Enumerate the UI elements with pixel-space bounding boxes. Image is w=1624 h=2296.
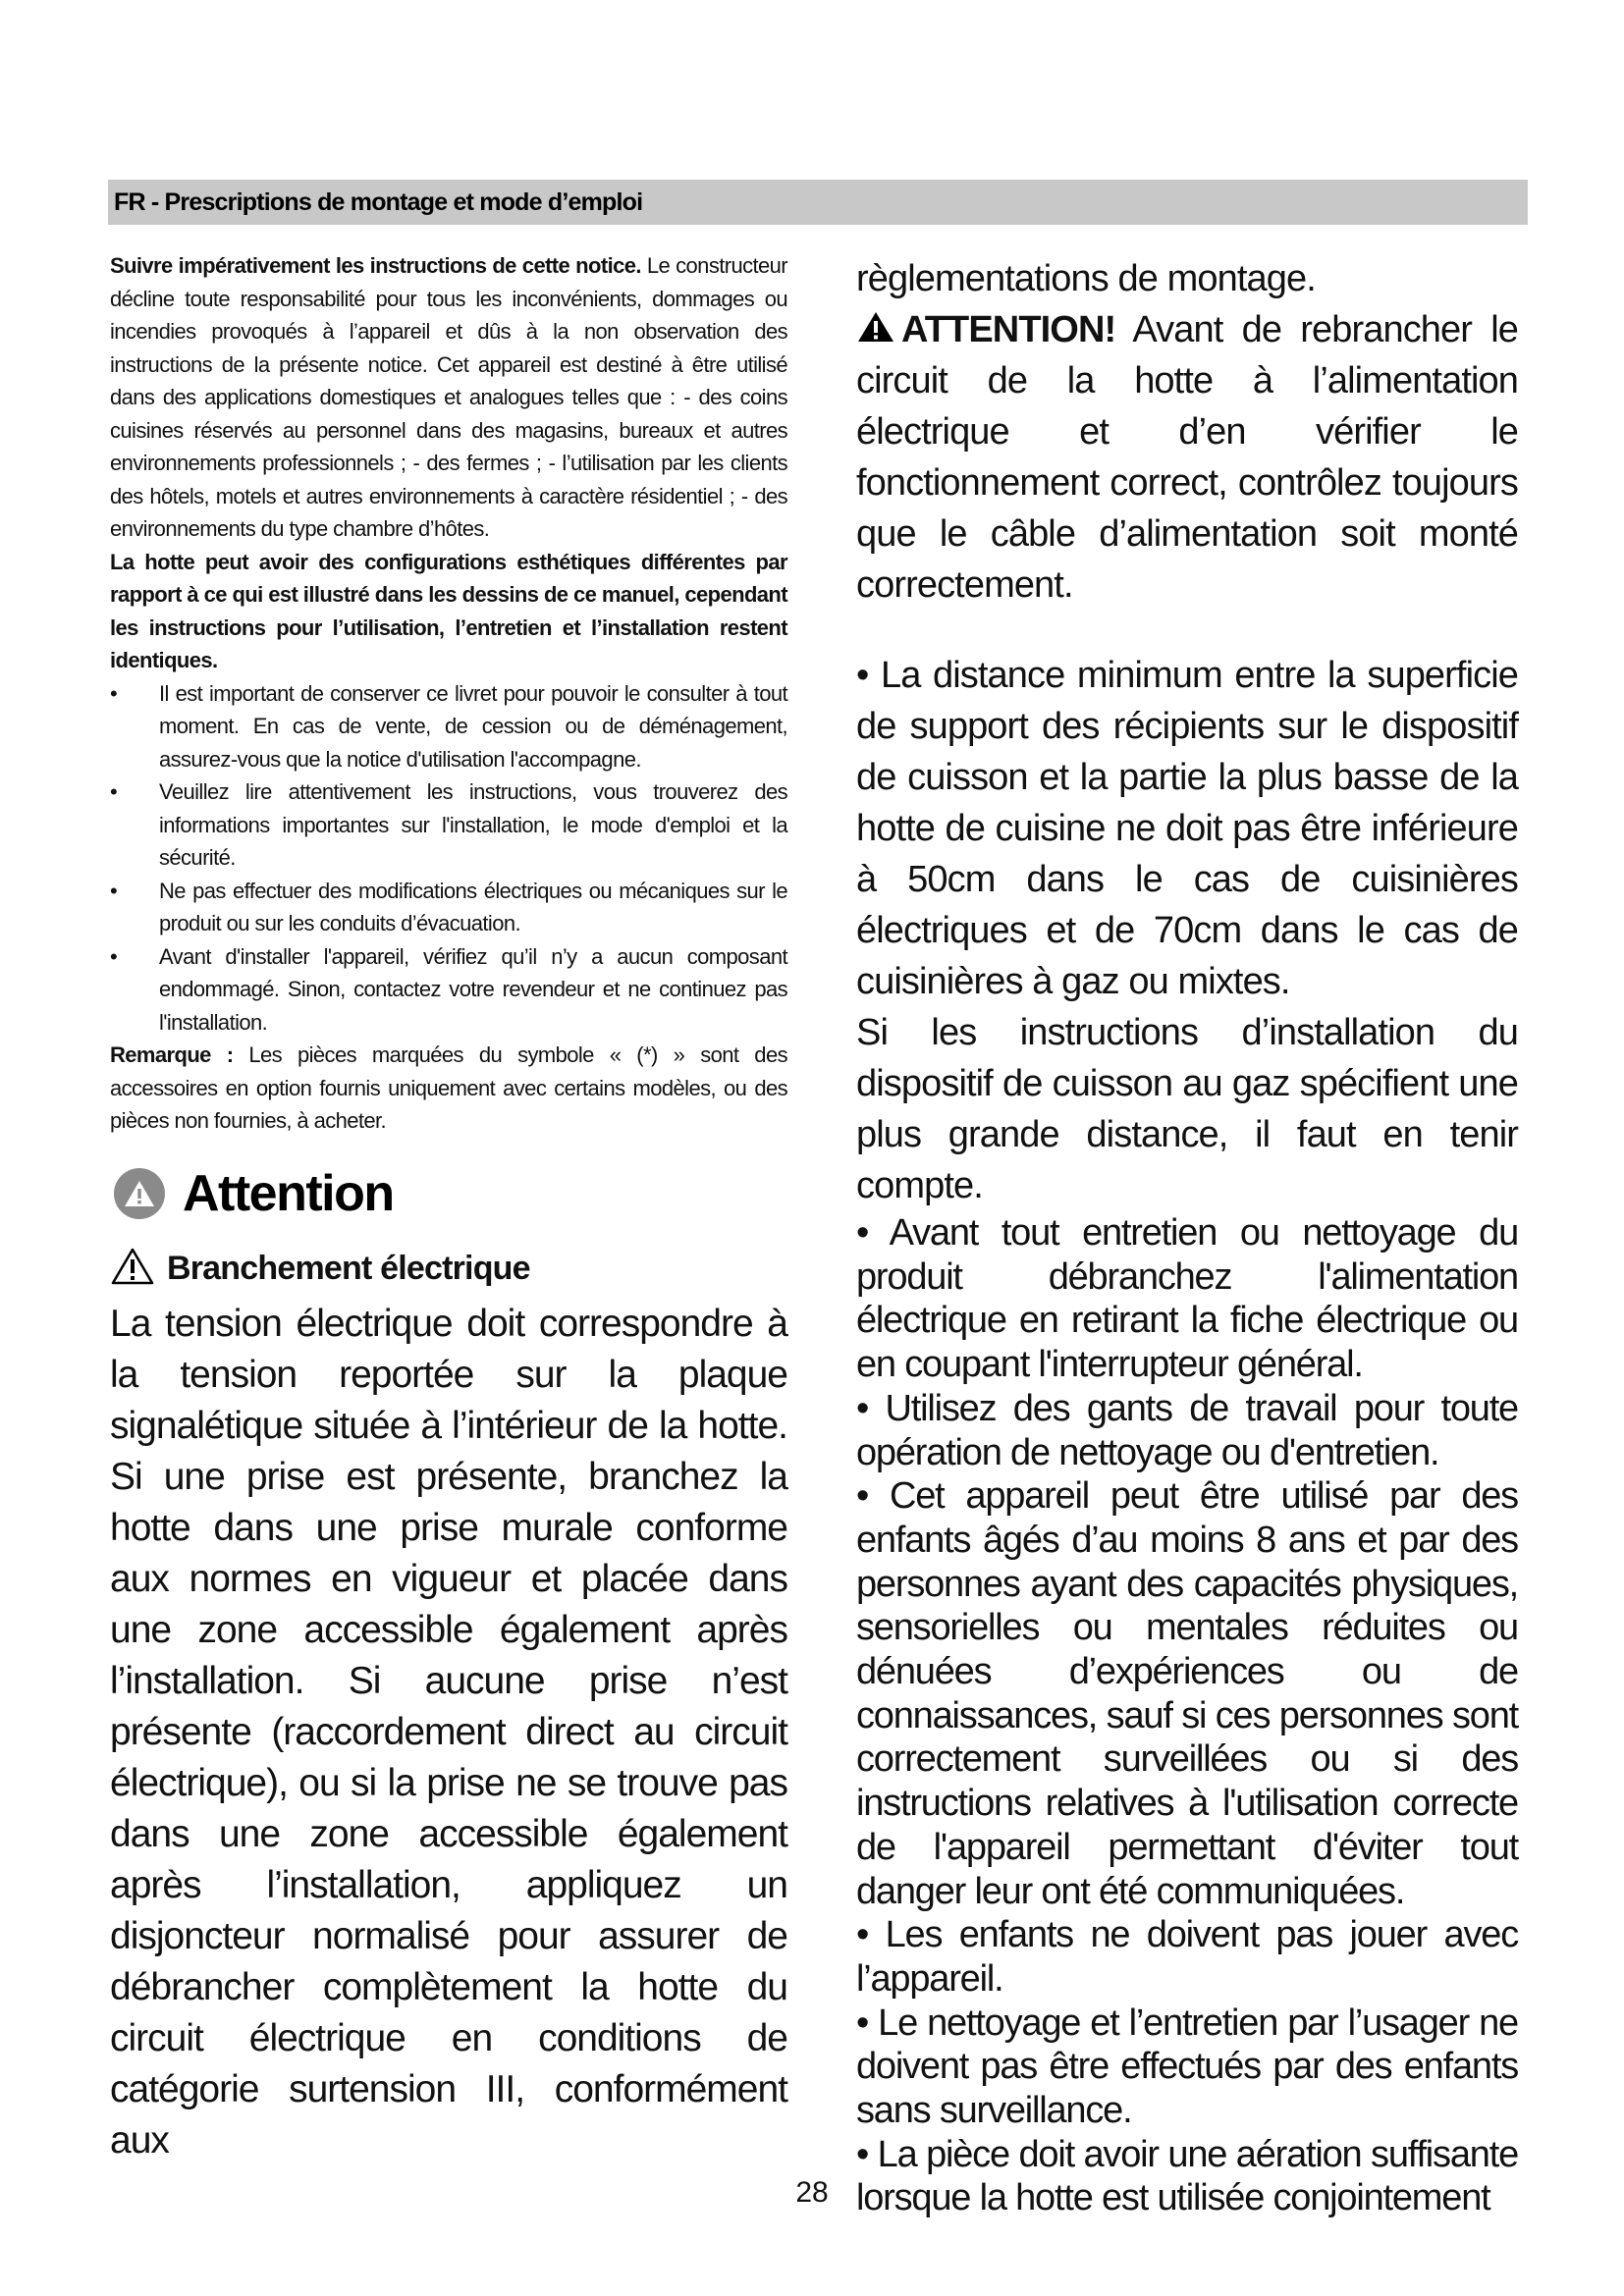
list-item: • Avant tout entretien ou nettoyage du produit débranchez l'alimentation électrique en retirant la fiche électrique ou en coupant l'interrupteur général. — [856, 1212, 1518, 1386]
list-item: • Utilisez des gants de travail pour toute opération de nettoyage ou d'entretien. — [856, 1387, 1518, 1473]
list-item: • Avant d'installer l'appareil, vérifiez qu’il n’y a aucun composant endommagé. Sinon, contactez votre revendeur et ne continuez pas l'installation. — [110, 940, 787, 1040]
remark-paragraph — [110, 1039, 787, 1138]
bullet-symbol: • — [110, 779, 118, 804]
remark-label: Remarque : — [110, 1042, 234, 1067]
branchement-heading — [110, 1240, 787, 1299]
intro-bold: Suivre impérativement les instructions de cette notice. — [110, 253, 641, 278]
distance-paragraph: • La distance minimum entre la superficie de support des récipients sur le dispositif de cuisson et la partie la plus basse de la hotte de cuisine ne doit pas être inférieure à 50cm dans le cas de cuisinières électriques et de 70cm dans le cas de cuisinières à gaz ou mixtes. — [856, 655, 1518, 1002]
list-item: • Les enfants ne doivent pas jouer avec l’appareil. — [856, 1914, 1518, 2000]
list-item: • Cet appareil peut être utilisé par des enfants âgés d’au moins 8 ans et par des personnes ayant des capacités physiques, sensorielles ou mentales réduites ou dénuées d’expériences ou de connaissances, sauf si ces personnes sont correctement surveillées ou si des instructions relatives à l'utilisation correcte de l'appareil permettant d'éviter tout danger leur ont été communiquées. — [856, 1475, 1518, 1912]
continuation-text: règlementations de montage. — [856, 258, 1316, 299]
attention-title: Attention — [183, 1164, 394, 1222]
list-item: • Le nettoyage et l’entretien par l’usager ne doivent pas être effectués par des enfants sans surveillance. — [856, 2002, 1518, 2132]
branch-title: Branchement électrique — [167, 1250, 530, 1287]
config-note: La hotte peut avoir des configurations esthétiques différentes par rapport à ce qui est illustré dans les dessins de ce manuel, cependant les instructions pour l’utilisation, l’entretien et l’installation restent identiques. — [110, 549, 787, 672]
right-column — [856, 253, 1518, 2220]
left-column — [110, 249, 787, 2166]
attention-heading — [110, 1159, 787, 1228]
warning-circle-icon — [114, 1168, 165, 1219]
bullet-symbol: • — [110, 680, 118, 706]
attention-text: Avant de rebrancher le circuit de la hotte à l’alimentation électrique et d’en vérifier le fonctionnement correct, contrôlez toujours que le câble d’alimentation soit monté correctement. — [856, 309, 1519, 606]
bullet-symbol: • — [110, 943, 118, 969]
safety-bullet-list — [110, 677, 787, 1040]
list-item: • Ne pas effectuer des modifications électriques ou mécaniques sur le produit ou sur les conduits d’évacuation. — [110, 875, 787, 940]
list-item: • Il est important de conserver ce livret pour pouvoir le consulter à tout moment. En cas de vente, de cession ou de déménagement, assurez-vous que la notice d'utilisation l'accompagne. — [110, 677, 787, 776]
page-number: 28 — [795, 2176, 829, 2209]
warning-triangle-icon — [110, 1247, 155, 1291]
warning-filled-icon — [856, 306, 895, 340]
attention-paragraph — [856, 304, 1518, 611]
list-item: • La pièce doit avoir une aération suffisante lorsque la hotte est utilisée conjointement — [856, 2133, 1518, 2219]
branch-text: La tension électrique doit correspondre à la tension reportée sur la plaque signalétique située à l’intérieur de la hotte. Si une prise est présente, branchez la hotte dans une prise murale conforme aux normes en vigueur et placée dans une zone accessible également après l’installation. Si aucune prise n’est présente (raccordement direct au circuit électrique), ou si la prise ne se trouve pas dans une zone accessible également après l’installation, appliquez un disjoncteur normalisé pour assurer de débrancher complètement la hotte du circuit électrique en conditions de catégorie surtension III, conformément aux — [110, 1302, 787, 2162]
intro-text: Le constructeur décline toute responsabilité pour tous les inconvénients, dommages ou incendies provoqués à l’appareil et dûs à la non observation des instructions de la présente notice. Cet appareil est destiné à être utilisé dans des applications domestiques et analogues telles que : - des coins cuisines réservés au personnel dans des magasins, bureaux et autres environnements professionnels ; - des fermes ; - l’utilisation par les clients des hôtels, motels et autres environnements à caractère résidentiel ; - des environnements du type chambre d’hôtes. — [110, 253, 787, 541]
list-item: • Veuillez lire attentivement les instructions, vous trouverez des informations importantes sur l'installation, le mode d'emploi et la sécurité. — [110, 775, 787, 875]
gas-paragraph: Si les instructions d’installation du dispositif de cuisson au gaz spécifient une plus grande distance, il faut en tenir compte. — [856, 1012, 1518, 1206]
attention-label: ATTENTION! — [901, 309, 1116, 350]
remark-text: Les pièces marquées du symbole « (*) » sont des accessoires en option fournis uniquement avec certains modèles, ou des pièces non fournies, à acheter. — [110, 1042, 787, 1133]
bullet-symbol: • — [110, 878, 118, 903]
header-title: FR - Prescriptions de montage et mode d’emploi — [114, 188, 643, 216]
intro-paragraph — [110, 249, 787, 546]
header-bar — [108, 180, 1528, 225]
